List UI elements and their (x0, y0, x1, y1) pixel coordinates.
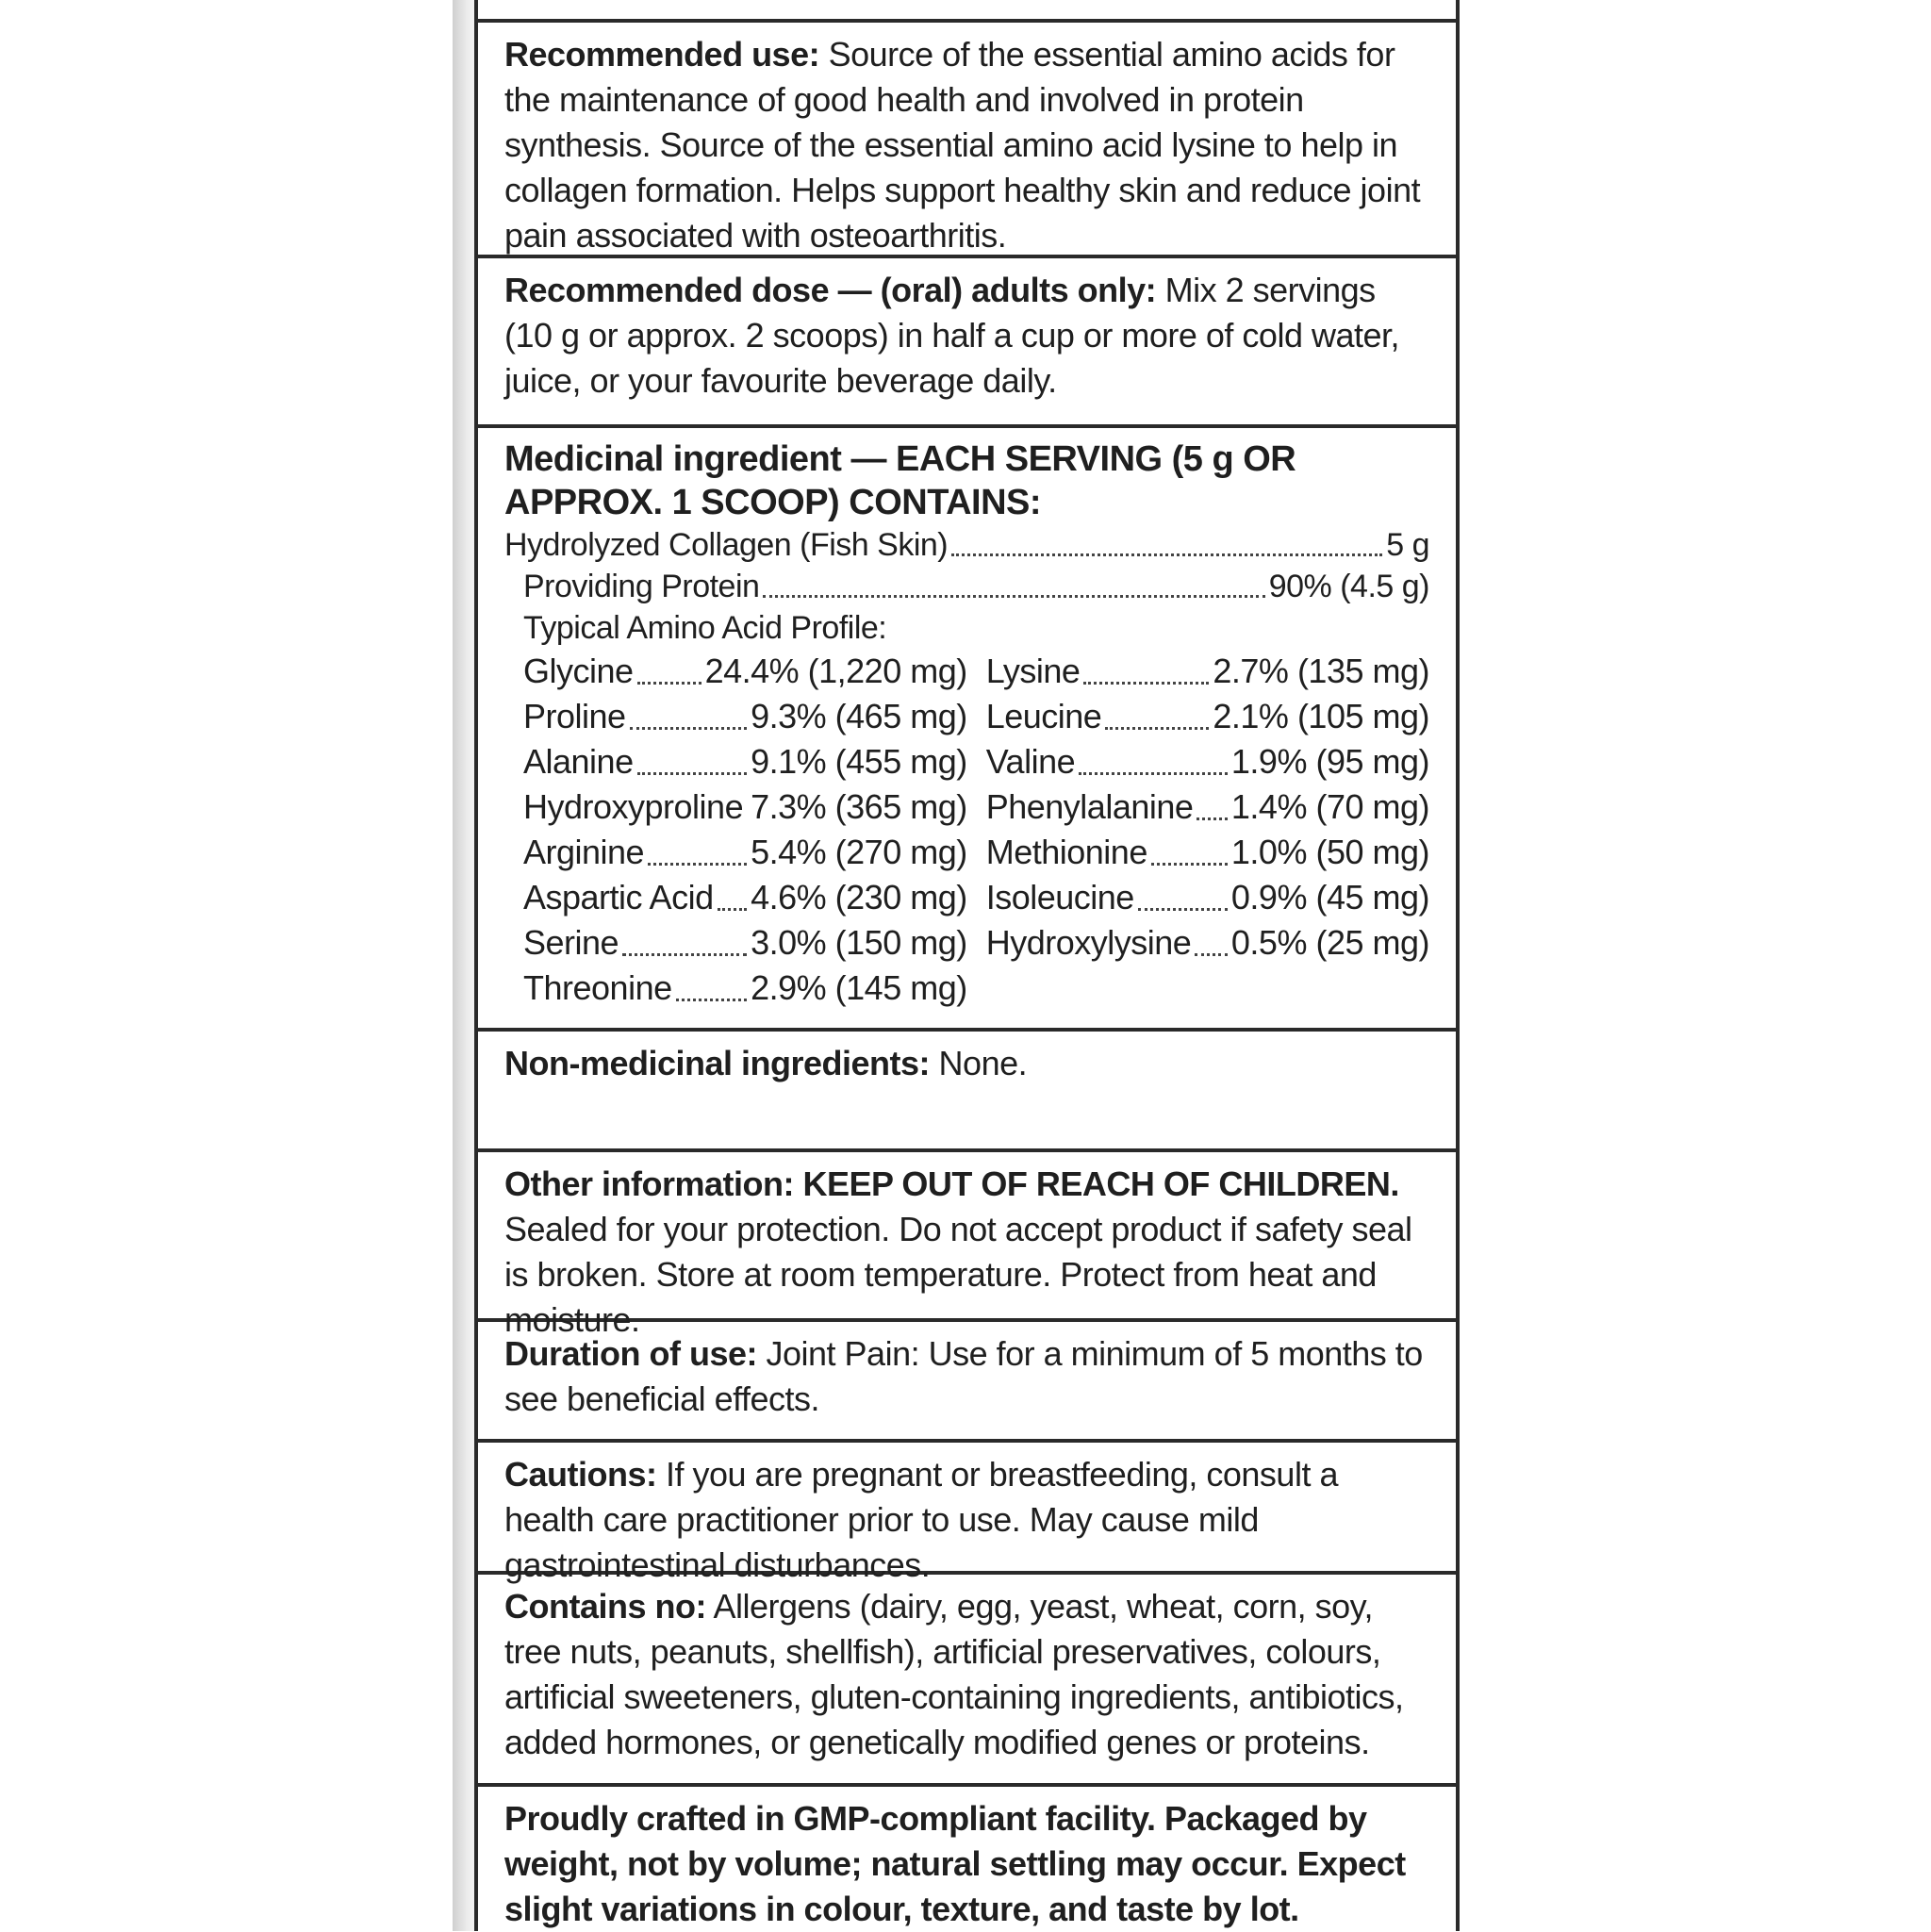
non-medicinal-section (478, 1032, 1456, 1152)
amino-acid-grid (504, 649, 1429, 1011)
amino-profile-title: Typical Amino Acid Profile: (523, 610, 887, 646)
amino-acid-amount: 24.4% (1,220 mg) (704, 652, 967, 690)
amino-acid-amount: 5.4% (270 mg) (751, 833, 967, 871)
other-information-text: Sealed for your protection. Do not accept product if safety seal is broken. Store at room temperature. Protect from heat and moisture. (504, 1210, 1412, 1339)
other-information-heading: Other information: (504, 1164, 794, 1203)
amino-acid-name: Hydroxylysine (985, 923, 1192, 962)
amino-acid-name: Threonine (523, 968, 672, 1007)
main-ingredient-row (504, 524, 1429, 566)
recommended-use-text: Source of the essential amino acids for the maintenance of good health and involved in protein synthesis. Source of the essential amino acid lysine to help in collagen formation. Helps support healthy skin and reduce joint pain associated with osteoarthritis. (504, 35, 1421, 255)
amino-acid-amount: 1.4% (70 mg) (1230, 787, 1429, 826)
leader-dots (1151, 863, 1228, 866)
duration-text: Joint Pain: Use for a minimum of 5 months to see beneficial effects. (504, 1334, 1423, 1418)
amino-acid-row (523, 694, 967, 739)
amino-acid-row (986, 875, 1429, 920)
amino-acid-amount: 9.1% (455 mg) (751, 742, 967, 781)
leader-dots (763, 595, 1264, 598)
amino-acid-name: Glycine (523, 652, 634, 690)
amino-acid-name: Serine (523, 923, 619, 962)
duration-heading: Duration of use: (504, 1334, 757, 1373)
non-medicinal-heading: Non-medicinal ingredients: (504, 1044, 931, 1082)
amino-acid-amount: 1.0% (50 mg) (1230, 833, 1429, 871)
amino-acid-amount: 1.9% (95 mg) (1230, 742, 1429, 781)
amino-acid-row (986, 920, 1429, 966)
amino-acid-row (523, 649, 967, 694)
medicinal-ingredient-section (478, 428, 1456, 1032)
main-ingredient-amount: 5 g (1386, 527, 1429, 563)
contains-no-section (478, 1575, 1456, 1787)
cautions-text: If you are pregnant or breastfeeding, consult a health care practitioner prior to use. May cause mild gastrointestinal disturbances. (504, 1455, 1338, 1584)
amino-acid-row (986, 694, 1429, 739)
medicinal-heading: Medicinal ingredient — EACH SERVING (5 g OR APPROX. 1 SCOOP) CONTAINS: (504, 439, 1296, 522)
crafted-statement-section (478, 1787, 1456, 1931)
amino-acid-name: Leucine (985, 697, 1102, 735)
amino-acid-name: Proline (523, 697, 626, 735)
amino-acid-row (986, 739, 1429, 784)
amino-acid-row (523, 920, 967, 966)
amino-acid-name: Lysine (985, 652, 1081, 690)
amino-acid-amount: 2.7% (135 mg) (1213, 652, 1429, 690)
amino-acid-name: Phenylalanine (985, 787, 1194, 826)
cautions-section (478, 1443, 1456, 1584)
leader-dots (1195, 953, 1228, 956)
duration-section (478, 1322, 1456, 1443)
amino-acid-name: Alanine (523, 742, 634, 781)
non-medicinal-text: None. (930, 1044, 1028, 1082)
amino-acid-row (523, 966, 967, 1011)
leader-dots (676, 999, 748, 1001)
amino-acid-amount: 0.9% (45 mg) (1230, 878, 1429, 916)
contains-no-heading: Contains no: (504, 1587, 706, 1626)
recommended-use-section (478, 23, 1456, 258)
cautions-heading: Cautions: (504, 1455, 657, 1494)
leader-dots (1105, 727, 1209, 730)
amino-acid-amount: 3.0% (150 mg) (751, 923, 967, 962)
amino-acid-row (986, 830, 1429, 875)
amino-acid-name: Hydroxyproline (523, 787, 744, 826)
leader-dots (637, 682, 701, 685)
leader-dots (1138, 908, 1228, 911)
amino-acid-row (523, 739, 967, 784)
amino-acid-column-right (986, 649, 1429, 1011)
leader-dots (951, 553, 1382, 556)
protein-amount: 90% (4.5 g) (1268, 569, 1429, 604)
main-ingredient-name: Hydrolyzed Collagen (Fish Skin) (504, 527, 949, 563)
protein-row (504, 566, 1429, 607)
amino-acid-amount: 4.6% (230 mg) (751, 878, 967, 916)
amino-acid-name: Aspartic Acid (523, 878, 714, 916)
leader-dots (648, 863, 747, 866)
recommended-dose-section (478, 258, 1456, 428)
amino-acid-row (523, 830, 967, 875)
amino-acid-amount: 7.3% (365 mg) (751, 787, 967, 826)
amino-acid-name: Methionine (985, 833, 1147, 871)
leader-dots (1083, 682, 1209, 685)
leader-dots (718, 908, 748, 911)
leader-dots (1197, 817, 1228, 820)
crafted-statement-text: Proudly crafted in GMP-compliant facility. Packaged by weight, not by volume; natural settling may occur. Expect slight variations in colour, texture, and taste by lot. (504, 1799, 1406, 1928)
protein-name: Providing Protein (523, 569, 760, 604)
top-rule (474, 0, 1460, 23)
amino-acid-name: Arginine (523, 833, 645, 871)
amino-acid-amount: 2.1% (105 mg) (1213, 697, 1429, 735)
leader-dots (630, 727, 748, 730)
recommended-dose-heading: Recommended dose — (oral) adults only: (504, 271, 1157, 309)
amino-acid-amount: 9.3% (465 mg) (751, 697, 967, 735)
amino-acid-row (986, 784, 1429, 830)
amino-acid-amount: 2.9% (145 mg) (751, 968, 967, 1007)
amino-acid-name: Isoleucine (985, 878, 1134, 916)
amino-acid-name: Valine (985, 742, 1076, 781)
keep-out-of-reach-warning: KEEP OUT OF REACH OF CHILDREN. (793, 1164, 1399, 1203)
leader-dots (1079, 772, 1228, 775)
recommended-use-heading: Recommended use: (504, 35, 820, 74)
amino-acid-column-left (523, 649, 967, 1011)
leader-dots (622, 953, 747, 956)
amino-acid-amount: 0.5% (25 mg) (1230, 923, 1429, 962)
contains-no-text: Allergens (dairy, egg, yeast, wheat, corn, soy, tree nuts, peanuts, shellfish), artificial preservatives, colours, artificial sweeteners, gluten-containing ingredients, antibiotics, added hormones, or genetically modified genes or proteins. (504, 1587, 1404, 1761)
amino-acid-row (986, 649, 1429, 694)
other-information-section (478, 1152, 1456, 1339)
amino-acid-row (523, 784, 967, 830)
recommended-dose-text: Mix 2 servings (10 g or approx. 2 scoops) in half a cup or more of cold water, juice, or your favourite beverage daily. (504, 271, 1400, 400)
amino-acid-row (523, 875, 967, 920)
leader-dots (637, 772, 748, 775)
